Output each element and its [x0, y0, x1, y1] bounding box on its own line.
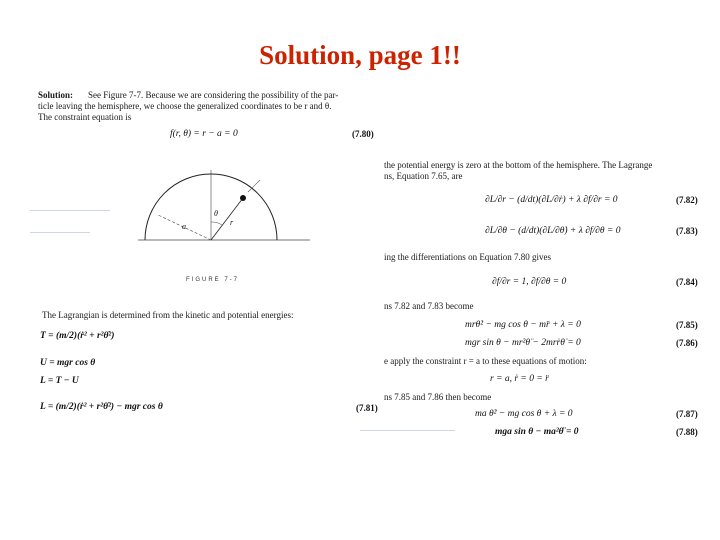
- equation-number-7-81: (7.81): [356, 403, 378, 413]
- intro-line-2: ticle leaving the hemisphere, we choose the generalized coordinates to be r and θ.: [38, 101, 332, 111]
- apply-constraint-text: e apply the constraint r = a to these equations of motion:: [384, 356, 587, 366]
- equation-number-7-80: (7.80): [352, 129, 374, 139]
- final-eq-radial: ma θ̇² − mg cos θ + λ = 0: [475, 409, 573, 419]
- constraint-equation: f(r, θ) = r − a = 0: [170, 129, 238, 139]
- constraint-apply-eq: r = a, ṙ = 0 = r̈: [490, 374, 549, 384]
- intro-line-3: The constraint equation is: [38, 112, 132, 122]
- equation-number-7-87: (7.87): [676, 409, 698, 419]
- equation-number-7-84: (7.84): [676, 277, 698, 287]
- equation-number-7-83: (7.83): [676, 226, 698, 236]
- particle-dot: [240, 195, 246, 201]
- equation-number-7-88: (7.88): [676, 427, 698, 437]
- label-r: r: [230, 218, 234, 227]
- slide-title: Solution, page 1!!: [259, 40, 461, 70]
- intro-line-1: See Figure 7-7. Because we are considering the possibility of the par-: [88, 90, 339, 100]
- label-a: a: [182, 222, 186, 231]
- constraint-derivatives-eq: ∂f/∂r = 1, ∂f/∂θ = 0: [492, 277, 567, 287]
- theta-arc: [211, 222, 222, 225]
- motion-eq-angular: mgr sin θ − mr²θ̈ − 2mrṙθ̇ = 0: [465, 338, 581, 348]
- kinetic-energy-eq: T = (m/2)(ṙ² + r²θ̇²): [40, 331, 115, 341]
- lagrangian-intro: The Lagrangian is determined from the kinetic and potential energies:: [42, 310, 294, 320]
- potential-energy-eq: U = mgr cos θ: [40, 358, 96, 368]
- hemisphere-figure: [110, 160, 310, 270]
- scan-artifact-line: [30, 232, 90, 233]
- lagrange-eq-theta: ∂L/∂θ − (d/dt)(∂L/∂θ̇) + λ ∂f/∂θ = 0: [485, 226, 621, 236]
- scan-artifact-line: [30, 210, 110, 211]
- figure-caption: FIGURE 7-7: [186, 277, 240, 283]
- motion-eq-radial: mrθ̇² − mg cos θ − mr̈ + λ = 0: [465, 320, 581, 330]
- lagrangian-full-eq: L = (m/2)(ṙ² + r²θ̇²) − mgr cos θ: [40, 402, 163, 412]
- equation-number-7-85: (7.85): [676, 320, 698, 330]
- equation-number-7-86: (7.86): [676, 338, 698, 348]
- scan-artifact-line: [360, 430, 455, 431]
- solution-label: Solution:: [38, 90, 74, 100]
- right-text-line-2: ns, Equation 7.65, are: [384, 171, 463, 181]
- final-eq-angular: mga sin θ − ma²θ̈ = 0: [495, 427, 579, 437]
- radius-line: [211, 198, 243, 240]
- differentiation-text: ing the differentiations on Equation 7.80 gives: [384, 252, 552, 262]
- become-text-1: ns 7.82 and 7.83 become: [384, 301, 474, 311]
- lagrange-eq-r: ∂L/∂r − (d/dt)(∂L/∂ṙ) + λ ∂f/∂r = 0: [485, 195, 618, 205]
- become-text-2: ns 7.85 and 7.86 then become: [384, 392, 492, 402]
- equation-number-7-82: (7.82): [676, 195, 698, 205]
- lagrangian-def-eq: L = T − U: [40, 376, 79, 386]
- right-text-line-1: the potential energy is zero at the bottom of the hemisphere. The Lagrange: [384, 160, 653, 170]
- label-theta: θ: [214, 209, 218, 218]
